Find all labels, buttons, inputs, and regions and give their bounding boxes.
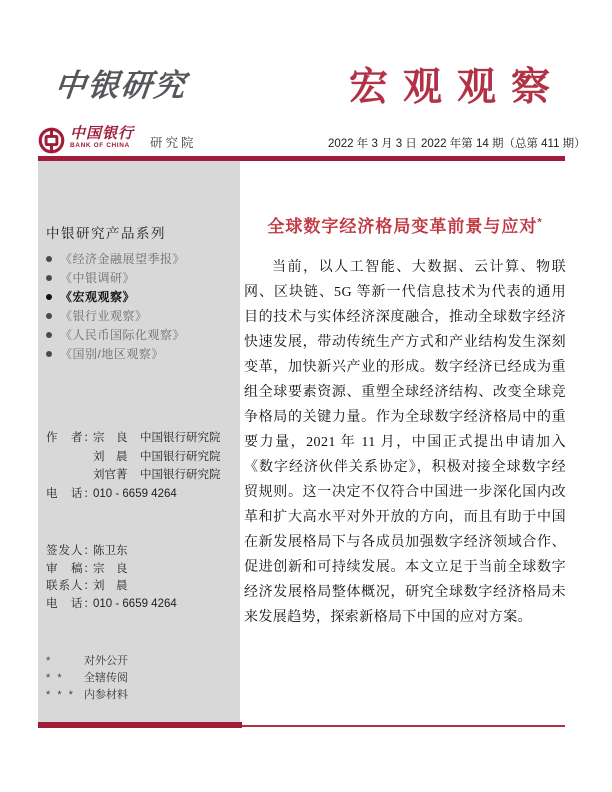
sidebar-item-boc-survey — [46, 268, 185, 287]
brand-calligraphy: 中银研究 — [52, 68, 189, 104]
author-name: 宗 良 — [93, 432, 128, 444]
phone-number: 010 - 6659 4264 — [93, 487, 177, 500]
footnote-row — [46, 653, 128, 670]
issuer-row — [46, 543, 177, 561]
title-footnote-mark: * — [537, 216, 543, 229]
contact-name: 刘 晨 — [93, 580, 128, 592]
sidebar-item-label: 《经济金融展望季报》 — [60, 252, 186, 266]
bullet-icon — [46, 332, 52, 338]
footnote-mark: * — [46, 655, 53, 667]
article-title-text: 全球数字经济格局变革前景与应对 — [267, 217, 538, 236]
author-org: 中国银行研究院 — [140, 469, 221, 481]
sidebar-item-banking-observation — [46, 306, 185, 325]
bullet-icon — [46, 313, 52, 319]
sidebar-heading: 中银研究产品系列 — [46, 226, 166, 241]
phone-number: 010 - 6659 4264 — [93, 597, 177, 610]
footnote-text: 内参材料 — [84, 689, 128, 701]
sidebar-item-label: 《人民币国际化观察》 — [60, 328, 186, 342]
sidebar-item-country-region — [46, 344, 185, 363]
author-name: 刘官菁 — [93, 469, 128, 481]
sidebar-item-economic-outlook — [46, 249, 185, 268]
phone-label: 电 话： — [46, 597, 96, 610]
product-series-list — [46, 249, 185, 363]
footnote-mark: * * — [46, 672, 64, 684]
contact-row — [46, 578, 177, 596]
phone-label: 电 话： — [46, 487, 96, 500]
sidebar-item-rmb-internationalization — [46, 325, 185, 344]
bullet-icon — [46, 256, 52, 262]
phone-row — [46, 485, 221, 504]
bank-names — [70, 126, 134, 150]
footnote-mark: * * * — [46, 689, 75, 701]
sidebar-item-macro-observation — [46, 287, 185, 306]
contact-label: 联系人： — [46, 580, 96, 592]
sidebar — [38, 161, 240, 723]
author-row — [46, 448, 221, 467]
footnote-text: 对外公开 — [84, 655, 128, 667]
bullet-icon — [46, 294, 52, 300]
author-name: 刘 晨 — [93, 450, 128, 463]
issuer-label: 签发人： — [46, 545, 96, 557]
author-org: 中国银行研究院 — [140, 450, 221, 463]
bank-header-row — [38, 124, 586, 158]
institute-label: 研究院 — [150, 136, 197, 150]
author-org: 中国银行研究院 — [140, 432, 221, 444]
phone-row — [46, 596, 177, 614]
author-row — [46, 429, 221, 448]
bottom-rule-thick — [38, 722, 242, 728]
article-abstract: 当前，以人工智能、大数据、云计算、物联网、区块链、5G 等新一代信息技术为代表的通用目的技术与实体经济深度融合，推动全球数字经济快速发展，带动传统生产方式和产业结构发生深刻变革，加快新兴产业的形成。数字经济已经成为重组全球要素资源、重塑全球经济结构、改变全球竞争格局的关键力量。作为全球数字经济格局中的重要力量，2021 年 11 月，中国正式提出申请加入《数字经济伙伴关系协定》，积极对接全球数字经贸规则。这一决定不仅符合中国进一步深化国内改革和扩大高水平对外开放的方向，而且有助于中国在新发展格局下与各成员加强数字经济领域合作、促进创新和可持续发展。本文立足于当前全球数字经济发展格局整体概况，研究全球数字经济格局未来发展趋势，探索新格局下中国的应对方案。 — [244, 260, 566, 625]
sidebar-item-label: 《中银调研》 — [60, 271, 136, 285]
publication-title: 宏观观察 — [348, 65, 565, 110]
article — [244, 212, 566, 630]
bullet-icon — [46, 275, 52, 281]
reviewer-row — [46, 561, 177, 579]
issuer-name: 陈卫东 — [93, 545, 128, 557]
author-row — [46, 466, 221, 485]
sidebar-item-label: 《国别/地区观察》 — [60, 347, 164, 361]
bank-name-cn: 中国银行 — [70, 124, 135, 142]
footnote-row — [46, 687, 128, 704]
bank-name-en: BANK OF CHINA — [70, 142, 130, 149]
reviewer-name: 宗 良 — [93, 562, 128, 575]
footnotes-block — [46, 653, 128, 704]
sidebar-item-label: 《宏观观察》 — [60, 290, 136, 304]
sidebar-item-label: 《银行业观察》 — [60, 309, 148, 323]
bank-of-china-logo-icon — [38, 127, 65, 159]
footnote-row — [46, 670, 128, 687]
approvers-block — [46, 543, 177, 613]
authors-label: 作 者： — [46, 432, 96, 444]
issue-number: 2022 年第 14 期（总第 411 期） — [421, 138, 586, 150]
reviewer-label: 审 稿： — [46, 562, 96, 575]
footnote-text: 全辖传阅 — [84, 672, 128, 684]
issue-date: 2022 年 3 月 3 日 — [328, 138, 417, 150]
bullet-icon — [46, 351, 52, 357]
article-title — [244, 212, 566, 237]
authors-block — [46, 429, 221, 503]
